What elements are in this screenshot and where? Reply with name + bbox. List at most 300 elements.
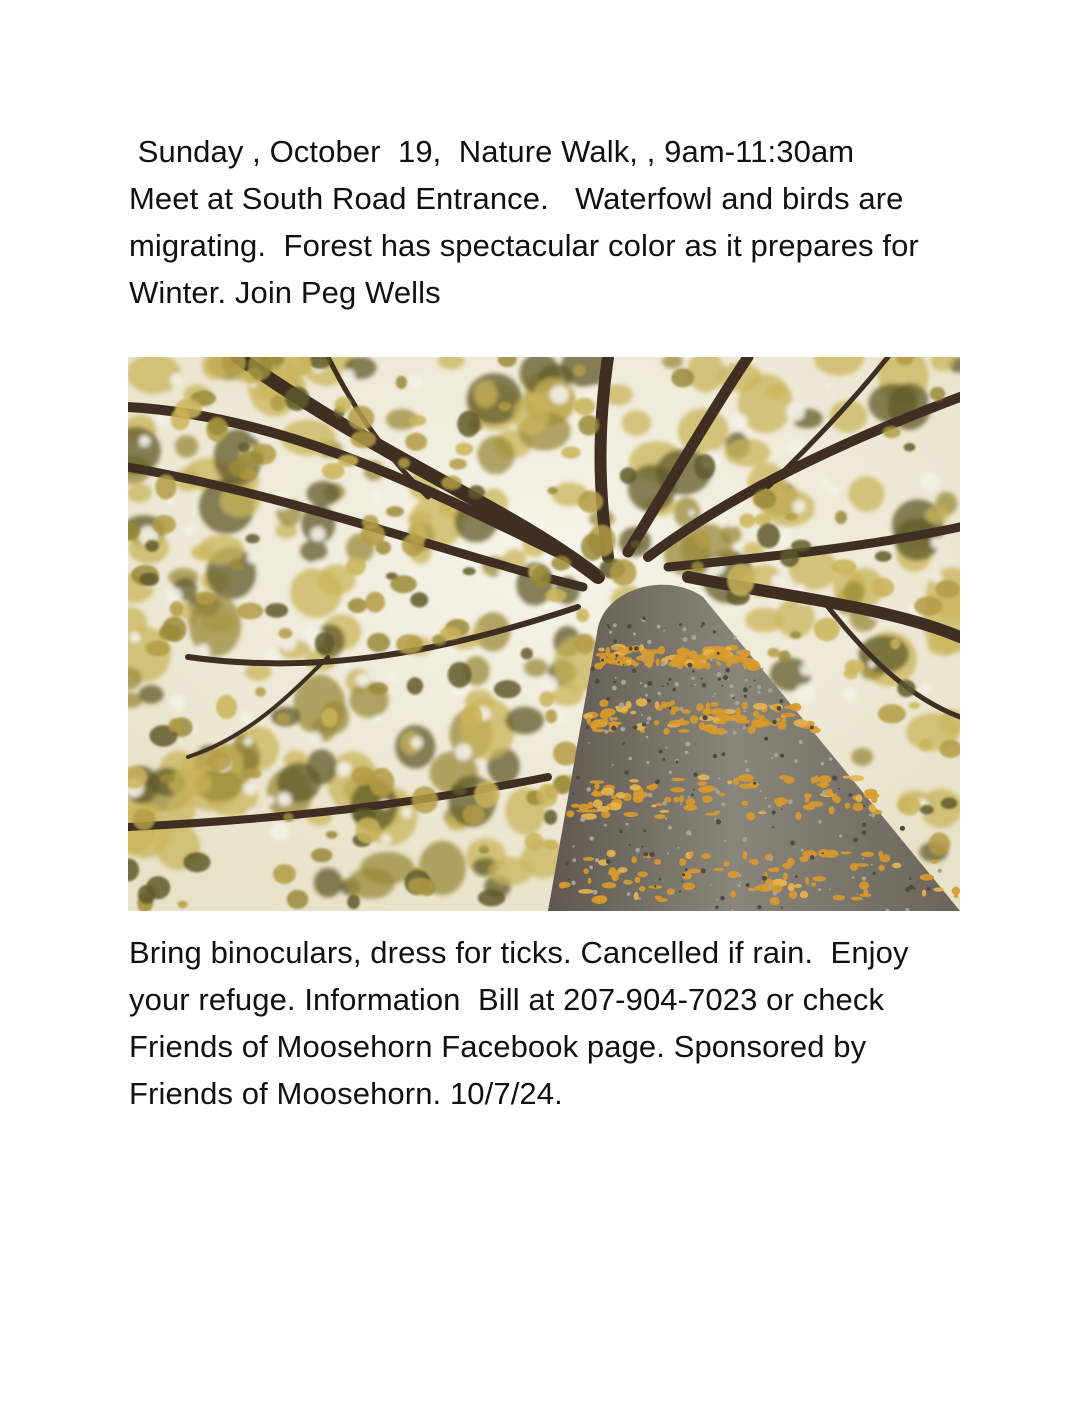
bark-speckle — [738, 874, 741, 877]
leaf-cluster — [574, 398, 596, 415]
lichen-patch — [652, 783, 658, 789]
leaf-cluster — [300, 540, 327, 562]
lichen-patch — [933, 888, 944, 892]
leaf-cluster — [208, 417, 227, 435]
bark-speckle — [829, 757, 833, 761]
bark-speckle — [714, 726, 717, 729]
bark-speckle — [779, 699, 783, 703]
leaf-cluster — [474, 780, 499, 808]
leaf-cluster — [547, 487, 558, 494]
lichen-patch — [855, 863, 869, 867]
sky-gap — [278, 792, 292, 806]
bark-speckle — [852, 876, 855, 879]
details-line: Friends of Moosehorn Facebook page. Sponsored by — [129, 1029, 867, 1064]
lichen-patch — [630, 711, 636, 715]
leaf-cluster — [348, 598, 367, 613]
sky-gap — [930, 537, 941, 548]
leaf-cluster — [311, 848, 333, 862]
lichen-patch — [612, 646, 624, 650]
bark-speckle — [647, 640, 651, 644]
sky-gap — [792, 500, 805, 513]
lichen-patch — [845, 803, 850, 809]
bark-speckle — [691, 677, 694, 680]
bark-speckle — [619, 702, 624, 707]
sky-gap — [729, 521, 736, 528]
leaf-cluster — [883, 426, 901, 438]
bark-speckle — [645, 694, 648, 697]
lichen-patch — [687, 652, 694, 657]
bark-speckle — [619, 829, 623, 833]
bark-speckle — [762, 810, 765, 813]
leaf-cluster — [407, 677, 423, 694]
bark-speckle — [753, 782, 756, 785]
sky-gap — [247, 554, 256, 563]
lichen-patch — [931, 860, 937, 864]
leaf-cluster — [622, 410, 651, 436]
lichen-patch — [693, 662, 706, 670]
lichen-patch — [601, 708, 615, 716]
leaf-cluster — [290, 568, 342, 618]
bark-speckle — [662, 801, 666, 805]
lichen-patch — [629, 779, 639, 783]
leaf-cluster — [463, 567, 476, 575]
leaf-cluster — [338, 455, 359, 467]
bark-speckle — [871, 814, 875, 818]
lichen-patch — [740, 658, 754, 664]
sky-gap — [408, 374, 423, 389]
bark-speckle — [863, 805, 865, 807]
bark-speckle — [646, 658, 649, 661]
bark-speckle — [769, 705, 771, 707]
leaf-cluster — [265, 603, 288, 618]
bark-speckle — [568, 878, 570, 880]
lichen-patch — [952, 887, 960, 896]
lichen-patch — [790, 703, 801, 712]
leaf-cluster — [925, 507, 949, 524]
sky-gap — [798, 584, 805, 591]
leaf-cluster — [630, 541, 641, 548]
bark-speckle — [692, 670, 695, 673]
bark-speckle — [691, 793, 694, 796]
lichen-patch — [824, 850, 839, 858]
bark-speckle — [609, 717, 613, 721]
bark-speckle — [669, 771, 672, 774]
leaf-cluster — [909, 702, 920, 709]
lichen-patch — [832, 794, 838, 802]
lichen-patch — [663, 728, 669, 735]
bark-speckle — [676, 760, 679, 763]
bark-speckle — [604, 730, 608, 734]
lichen-patch — [789, 891, 797, 899]
sky-gap — [919, 682, 931, 694]
leaf-cluster — [739, 514, 755, 528]
bark-speckle — [682, 646, 684, 648]
leaf-cluster — [285, 387, 310, 411]
lichen-patch — [794, 719, 808, 727]
bark-speckle — [862, 822, 867, 827]
bark-speckle — [590, 667, 594, 671]
sky-gap — [821, 478, 831, 488]
tree-photo — [128, 357, 960, 911]
lichen-patch — [864, 789, 877, 796]
lichen-patch — [679, 795, 684, 803]
bark-speckle — [735, 701, 739, 705]
lichen-patch — [690, 851, 694, 858]
bark-speckle — [714, 818, 716, 820]
lichen-patch — [710, 702, 718, 706]
leaf-cluster — [545, 589, 567, 602]
lichen-patch — [753, 703, 767, 710]
leaf-cluster — [169, 718, 182, 732]
leaf-cluster — [441, 476, 462, 490]
bark-speckle — [729, 658, 732, 661]
lichen-patch — [746, 812, 755, 820]
bark-speckle — [757, 691, 760, 694]
lichen-patch — [725, 647, 731, 650]
bark-speckle — [849, 793, 853, 797]
lichen-patch — [920, 874, 934, 881]
leaf-cluster — [929, 832, 951, 855]
bark-speckle — [740, 651, 743, 654]
leaf-cluster — [935, 580, 960, 598]
leaf-cluster — [405, 433, 427, 451]
leaf-cluster — [245, 664, 272, 681]
bark-speckle — [732, 697, 734, 699]
sky-gap — [401, 807, 412, 818]
lichen-patch — [598, 648, 605, 652]
leaf-cluster — [468, 485, 485, 499]
bark-speckle — [716, 661, 718, 663]
leaf-cluster — [270, 395, 285, 411]
bark-speckle — [607, 624, 610, 627]
bark-speckle — [686, 830, 691, 835]
leaf-cluster — [551, 556, 571, 571]
leaf-cluster — [216, 695, 237, 719]
lichen-patch — [686, 798, 696, 806]
bark-speckle — [717, 672, 722, 677]
leaf-cluster — [321, 708, 338, 728]
bark-speckle — [857, 893, 859, 895]
leaf-cluster — [835, 511, 847, 524]
lichen-patch — [859, 882, 869, 890]
leaf-cluster — [753, 489, 776, 509]
leaf-cluster — [791, 540, 811, 552]
bark-speckle — [685, 751, 689, 755]
bark-speckle — [710, 658, 713, 661]
bark-speckle — [657, 625, 661, 629]
lichen-patch — [735, 714, 747, 722]
bark-speckle — [627, 624, 632, 629]
bark-speckle — [573, 793, 575, 795]
lichen-patch — [851, 897, 863, 901]
bark-speckle — [693, 789, 695, 791]
sky-gap — [786, 402, 805, 421]
bark-speckle — [613, 639, 617, 643]
leaf-cluster — [790, 631, 801, 639]
lichen-patch — [841, 851, 852, 854]
bark-speckle — [661, 662, 666, 667]
leaf-cluster — [845, 660, 865, 673]
lichen-patch — [701, 853, 711, 859]
lichen-patch — [728, 871, 740, 878]
lichen-patch — [583, 857, 595, 861]
bark-speckle — [623, 664, 625, 666]
sky-gap — [826, 383, 832, 389]
lichen-patch — [630, 784, 641, 790]
lichen-patch — [636, 698, 648, 706]
lichen-patch — [705, 662, 711, 670]
bark-speckle — [668, 826, 672, 830]
lichen-patch — [607, 654, 616, 659]
lichen-patch — [656, 803, 662, 807]
bark-speckle — [744, 760, 747, 763]
bark-speckle — [640, 682, 642, 684]
lichen-patch — [773, 867, 779, 871]
bark-speckle — [615, 677, 617, 679]
leaf-cluster — [575, 634, 595, 655]
sky-gap — [846, 504, 853, 511]
bark-speckle — [878, 822, 880, 824]
bark-speckle — [745, 679, 748, 682]
leaf-cluster — [365, 592, 385, 613]
leaf-cluster — [356, 817, 381, 843]
leaf-cluster — [238, 442, 250, 452]
sky-gap — [829, 485, 840, 496]
leaf-cluster — [576, 609, 589, 623]
bark-speckle — [721, 802, 725, 806]
bark-speckle — [733, 731, 737, 735]
leaf-cluster — [396, 376, 407, 389]
leaf-cluster — [525, 833, 544, 851]
lichen-patch — [559, 882, 566, 888]
leaf-cluster — [897, 680, 915, 697]
lichen-patch — [696, 703, 703, 711]
lichen-patch — [781, 713, 797, 717]
bark-speckle — [818, 820, 822, 824]
leaf-cluster — [581, 533, 604, 560]
bark-speckle — [683, 627, 687, 631]
leaf-cluster — [545, 709, 557, 723]
bark-speckle — [744, 667, 746, 669]
leaf-cluster — [440, 627, 461, 640]
details-paragraph — [129, 929, 989, 1117]
bark-speckle — [685, 742, 690, 747]
leaf-cluster — [155, 474, 176, 499]
lichen-patch — [813, 876, 826, 881]
sky-gap — [689, 510, 695, 516]
details-line: Bring binoculars, dress for ticks. Cancelled if rain. Enjoy — [129, 935, 909, 970]
bark-speckle — [795, 875, 798, 878]
leaf-cluster — [524, 659, 548, 677]
sky-gap — [336, 762, 351, 777]
lichen-patch — [698, 781, 707, 786]
bark-speckle — [781, 907, 783, 909]
leaf-cluster — [178, 901, 188, 909]
bark-speckle — [646, 736, 649, 739]
bark-speckle — [801, 849, 804, 852]
lichen-patch — [869, 804, 877, 812]
leaf-cluster — [610, 559, 636, 586]
lichen-patch — [782, 863, 791, 868]
lichen-patch — [594, 783, 599, 790]
leaf-cluster — [449, 459, 466, 470]
lichen-patch — [809, 801, 823, 807]
bark-speckle — [900, 826, 905, 831]
bark-speckle — [821, 762, 825, 766]
leaf-cluster — [578, 491, 603, 513]
bark-speckle — [839, 834, 842, 837]
bark-speckle — [659, 750, 663, 754]
bark-speckle — [742, 837, 747, 842]
sky-gap — [244, 737, 253, 746]
leaf-cluster — [875, 551, 892, 562]
bark-speckle — [768, 688, 772, 692]
bark-speckle — [647, 716, 651, 720]
lichen-patch — [878, 865, 885, 871]
lichen-patch — [843, 776, 851, 779]
lichen-patch — [742, 801, 749, 806]
bark-speckle — [748, 660, 750, 662]
lichen-patch — [614, 717, 618, 720]
bark-speckle — [586, 787, 591, 792]
leaf-cluster — [573, 365, 586, 377]
bark-speckle — [733, 636, 737, 640]
sky-gap — [129, 632, 140, 643]
leaf-cluster — [757, 523, 780, 548]
bark-speckle — [927, 887, 931, 891]
lichen-patch — [639, 886, 645, 892]
lichen-patch — [635, 877, 639, 883]
bark-speckle — [606, 859, 611, 864]
bark-speckle — [701, 625, 703, 627]
sky-gap — [266, 796, 274, 804]
sky-gap — [455, 744, 472, 761]
bark-speckle — [682, 637, 687, 642]
lichen-patch — [602, 882, 617, 888]
sky-gap — [800, 663, 812, 675]
lichen-patch — [771, 884, 782, 893]
lichen-patch — [655, 896, 662, 900]
bark-speckle — [638, 897, 641, 900]
sky-gap — [368, 490, 384, 506]
bark-speckle — [822, 852, 824, 854]
leaf-cluster — [386, 506, 404, 517]
bark-speckle — [739, 882, 741, 884]
bark-speckle — [641, 655, 644, 658]
leaf-cluster — [691, 561, 703, 571]
lichen-patch — [833, 895, 845, 901]
leaf-cluster — [246, 534, 260, 544]
leaf-cluster — [146, 876, 170, 899]
leaf-cluster — [539, 691, 553, 707]
leaf-cluster — [229, 460, 246, 477]
leaf-cluster — [255, 687, 266, 697]
leaf-cluster — [175, 399, 202, 419]
bark-speckle — [724, 840, 727, 843]
leaf-cluster — [780, 549, 799, 567]
leaf-cluster — [513, 395, 550, 434]
bark-speckle — [613, 681, 616, 684]
lichen-patch — [618, 867, 628, 873]
leaf-cluster — [897, 797, 921, 815]
lichen-patch — [652, 804, 657, 807]
sky-gap — [771, 574, 785, 588]
bark-speckle — [626, 823, 629, 826]
lichen-patch — [714, 868, 724, 871]
leaf-cluster — [778, 650, 790, 663]
lichen-patch — [783, 873, 788, 881]
lichen-patch — [776, 802, 782, 808]
bark-speckle — [690, 685, 692, 687]
bark-speckle — [723, 675, 728, 680]
lichen-patch — [698, 786, 712, 793]
bark-speckle — [667, 852, 669, 854]
leaf-cluster — [724, 439, 770, 467]
lichen-patch — [736, 708, 741, 716]
bark-speckle — [873, 872, 876, 875]
leaf-cluster — [920, 805, 934, 815]
leaf-cluster — [408, 878, 433, 894]
leaf-cluster — [914, 597, 942, 616]
lichen-patch — [849, 775, 864, 781]
leaf-cluster — [206, 752, 231, 771]
bark-speckle — [675, 682, 680, 687]
bark-speckle — [614, 646, 618, 650]
bark-speckle — [644, 684, 647, 687]
leaf-cluster — [904, 443, 916, 451]
leaf-cluster — [452, 786, 467, 796]
bark-speckle — [703, 715, 708, 720]
bark-speckle — [938, 869, 942, 873]
leaf-cluster — [474, 381, 498, 408]
lichen-patch — [657, 708, 662, 711]
bark-speckle — [646, 721, 649, 724]
leaf-cluster — [477, 436, 514, 474]
bark-speckle — [682, 881, 684, 883]
lichen-patch — [683, 883, 695, 891]
leaf-cluster — [727, 564, 755, 596]
lichen-patch — [770, 897, 780, 905]
bark-speckle — [691, 635, 696, 640]
bark-speckle — [648, 793, 652, 797]
leaf-cluster — [498, 402, 511, 411]
sky-gap — [374, 715, 383, 724]
lichen-patch — [726, 653, 731, 656]
lichen-patch — [678, 649, 683, 653]
leaf-cluster — [478, 889, 505, 906]
bark-speckle — [713, 754, 717, 758]
bark-speckle — [633, 633, 636, 636]
leaf-cluster — [461, 705, 482, 728]
bark-speckle — [737, 884, 740, 887]
sky-gap — [270, 822, 288, 840]
lichen-patch — [852, 803, 863, 811]
bark-speckle — [627, 892, 631, 896]
bark-speckle — [822, 790, 827, 795]
leaf-cluster — [941, 798, 958, 810]
intro-line: Winter. Join Peg Wells — [129, 275, 441, 310]
bark-speckle — [647, 699, 651, 703]
lichen-patch — [727, 780, 732, 784]
leaf-cluster — [362, 515, 379, 530]
lichen-patch — [871, 795, 878, 803]
lichen-patch — [719, 793, 725, 797]
leaf-cluster — [347, 868, 394, 899]
bark-speckle — [757, 905, 761, 909]
leaf-cluster — [335, 397, 352, 413]
lichen-patch — [633, 795, 644, 803]
bark-speckle — [610, 855, 612, 857]
